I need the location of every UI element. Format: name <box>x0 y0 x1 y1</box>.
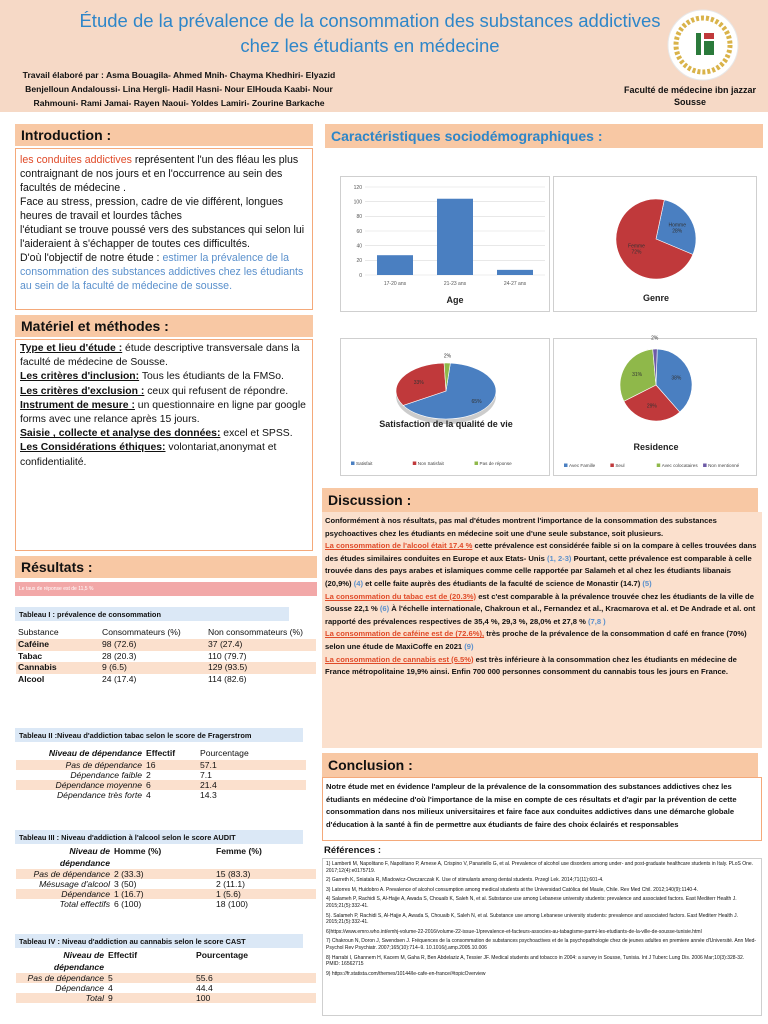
legend-entry: Satisfait <box>356 461 373 466</box>
t1-header: Consommateurs (%) <box>102 627 181 637</box>
table1-caption: Tableau I : prévalence de consommation <box>15 607 289 621</box>
reference-item: 2) Garreth K, Sniatala R, Mladowicz-Owczarczak K. Use of stimulants among dental students. Przegl Lek. 2014;71(11):601-4. <box>326 877 604 884</box>
faculty-logo-icon <box>660 8 746 82</box>
method-item: Saisie , collecte et analyse des données: excel et SPSS. <box>20 428 293 440</box>
intro-objective: estimer la prévalence de la consommation des substances addictives chez les étudiants au sein de la faculté de médecine de sousse. <box>20 252 304 292</box>
y-tick-label: 80 <box>356 214 362 221</box>
y-tick-label: 120 <box>353 184 362 191</box>
legend-swatch <box>351 462 355 466</box>
conclusion-body: Notre étude met en évidence l'ampleur de la prévalence de la consommation des substances addictives chez les étudiants en médecine d'où l'importance de la mise en compte de ces résultats et d'agir par la prévention de cette consommation dans nos milieux universitaires et faire face aux conduites addictives dans une démarche globale d'éducation à la santé à fin de permettre aux étudiants de faire des choix éclairés et responsables <box>322 777 762 841</box>
discussion-heading: Discussion : <box>322 488 758 512</box>
bar <box>377 255 413 275</box>
method-item: Les critères d'inclusion: Tous les étudiants de la FMSo. <box>20 371 284 383</box>
faculty-name: Faculté de médecine ibn jazzar Sousse <box>623 85 757 107</box>
chart-title: Genre <box>642 293 670 303</box>
method-item: Les Considérations éthiques: volontariat,anonymat et confidentialité. <box>20 442 277 468</box>
slice-label: 65% <box>471 399 482 406</box>
methods-body <box>15 339 313 551</box>
table4: Niveau de dépendance Effectif Pourcentage Pas de dépendance 5 55.6 Dépendance 4 44.4 Total 9 100 <box>16 950 316 1003</box>
reference-item: 3) Latorres M, Huidobro A. Prevalence of alcohol consumption among medical students at the Universidad Católica del Maule, Chile. Rev Med Chil. 2012;140(9):1140-4. <box>326 886 699 893</box>
references-heading: Références : <box>324 845 382 856</box>
chart-title: Satisfaction de la qualité de vie <box>379 419 513 429</box>
table3-caption: Tableau III : Niveau d'addiction à l'alcool selon le score AUDIT <box>15 830 303 844</box>
table-row: Pas de dépendance 2 (33.3) 15 (83.3) <box>16 869 316 879</box>
intro-highlight: les conduites addictives <box>20 154 132 166</box>
reference-item: 7) Chakroun N, Doron J, Swendsen J. Fréquences de la consommation de substances psychoactives et de la psychopathologie chez de jeunes adultes en premiere année d'Université. Ann Med-Psychol Rev Psychiatr. 2007;165(10):714–9. 10.1016/j.amp.2005.10.006 <box>326 938 757 951</box>
genre-chart-box <box>553 176 757 312</box>
reference-item: 6)https://www.emro.who.int/emhj-volume-22-2016/volume-22-issue-1/prevalence-et-facteurs-associes-au-tabagisme-parmi-les-etudiants-de-la-ville-de-sousse-tunisie.html <box>326 928 702 935</box>
table-row: Total 9 100 <box>16 993 316 1003</box>
intro-body <box>15 148 313 310</box>
residence-chart <box>554 335 758 477</box>
slice-label: 38% <box>671 375 682 382</box>
slice-label: 2% <box>651 335 659 342</box>
discussion-body: Conformément à nos résultats, pas mal d'études montrent l'importance de la consommation des substances psychoactives chez les étudiants en médecine soit une d'une seule substance, soit plusieurs. La consommation de l'alcool était 17.4 % cette prévalence est considérée faible si on la compare à celles trouvées dans des études similaires conduites en Europe et aux Etats- Unis (1, 2-3) Pourtant, cette prévalence est comparable à celle trouvée dans des pays arabes et islamiques comme celle rapportée par Salameh et al chez les étudiants libanais (20,9%) (4) et celle faite auprès des étudiants de la faculté de science de Monastir (14.7) (5) La consommation du tabac est de (20.3%) est c'est comparable à la prévalence trouvée chez les étudiants de la ville de Sousse 22,1 % (6) À l'échelle internationale, Chakroun et al., Fernandez et al., Kracmarova et al. et De Andrade et al. ont rapporté des prévalences respectives de 35,4 %, 29,3 %, 28,0% et 27,8 % (7,8 ) La consommation de caféine est de (72.6%), très proche de la prévalence de la consommation d café en france (70%) selon une étude de MaxiCoffe en 2021 (9) La consommation de cannabis est (6.5%) est très inférieure à la consommation chez les étudiants en médecine de France métropolitaine 19,9% ainsi. Enfin 700 000 personnes consomment du cannabis tous les jours en France. <box>322 512 762 748</box>
legend-swatch <box>703 464 707 468</box>
legend-entry: Avec colocataires <box>661 463 698 468</box>
table-row: Dépendance très forte 4 14.3 <box>56 790 217 800</box>
table-row: Total effectifs 6 (100) 18 (100) <box>59 899 249 909</box>
intro-p2: Face au stress, pression, cadre de vie différent, longues heures de travail et lourdes tâches <box>20 196 284 222</box>
slice-label: 33% <box>413 380 424 387</box>
table-row: Pas de dépendance 5 55.6 <box>16 973 316 983</box>
slice-label: 28% <box>672 228 683 235</box>
method-item: Les critères d'exclusion : ceux qui refusent de répondre. <box>20 385 289 397</box>
intro-p4: D'où l'objectif de notre étude : <box>20 252 163 264</box>
legend-entry: Pas de réponse <box>479 461 512 466</box>
response-rate: Le taux de réponse est de 11,5 % <box>15 582 317 596</box>
methods-heading: Matériel et méthodes : <box>15 315 313 337</box>
chart-title: Residence <box>633 442 679 452</box>
table-row: Dépendance faible 2 7.1 <box>70 770 212 780</box>
authors: Travail élaboré par : Asma Bouagila- Ahmed Mnih- Chayma Khedhiri- Elyazid Benjelloun Andaloussi- Lina Hergli- Hadil Hasni- Nour ElHouda Kaabi- Nour Rahmouni- Rami Jamai- Rayen Naoui- Yoldes Lamiri- Zourine Barkache <box>22 70 336 108</box>
satisfaction-chart <box>341 339 551 477</box>
legend-swatch <box>610 464 614 468</box>
legend-swatch <box>475 462 479 466</box>
table-row: Dépendance 1 (16.7) 1 (5.6) <box>16 889 316 899</box>
slice-label: 29% <box>646 403 657 410</box>
table-row: Cannabis 9 (6.5) 129 (93.5) <box>16 662 316 674</box>
age-chart-box <box>340 176 550 312</box>
intro-heading: Introduction : <box>15 124 313 146</box>
y-tick-label: 20 <box>356 258 362 265</box>
age-chart <box>341 177 551 313</box>
satisfaction-chart-box <box>340 338 550 476</box>
y-tick-label: 100 <box>353 199 362 206</box>
x-tick-label: 24-27 ans <box>503 281 527 287</box>
table-row: Tabac 28 (20.3) 110 (79.7) <box>18 650 247 661</box>
table4-caption: Tableau IV : Niveau d'addiction au cannabis selon le score CAST <box>15 934 303 948</box>
legend-swatch <box>413 462 417 466</box>
table2: Niveau de dépendance Effectif Pourcentage Pas de dépendance 16 57.1 Dépendance faible 2 7.1 Dépendance moyenne 6 21.4 Dépendance très forte 4 14.3 <box>16 746 306 800</box>
slice-label: 31% <box>632 372 643 379</box>
legend-entry: Avec Famille <box>569 463 596 468</box>
conclusion-heading: Conclusion : <box>322 753 758 777</box>
table-row: Mésusage d'alcool 3 (50) 2 (11.1) <box>39 879 245 889</box>
genre-chart <box>554 177 758 313</box>
legend-entry: Seul <box>615 463 625 468</box>
table3: Niveau de dépendance Homme (%) Femme (%) Pas de dépendance 2 (33.3) 15 (83.3) Mésusage d'alcool 3 (50) 2 (11.1) Dépendance 1 (16.7) 1 (5.6) Total effectifs 6 (100) 18 (100) <box>16 846 316 909</box>
bar <box>497 270 533 275</box>
reference-item: 1) Lamberti M, Napolitano F, Napolitano P, Arnese A, Crispino V, Panariello G, et al. Prevalence of alcohol use disorders among under- and post-graduate healthcare students in Italy. PLoS One. 2017;12(4):e0175719. <box>326 861 754 874</box>
intro-p1: représentent l'un des fléau les plus contraignant de nos jours et en l'occurrence au sein des facultés de médecine . <box>20 154 299 194</box>
slice-label: 2% <box>443 353 452 360</box>
table-row: Pas de dépendance 16 57.1 <box>16 760 306 770</box>
method-item: Instrument de mesure : un questionnaire en ligne par google forms avec une relance après 15 jours. <box>20 399 306 426</box>
reference-item: 9) https://fr.statista.com/themes/10144/le-cafe-en-france/#topicOverview <box>326 970 486 977</box>
slice-label: 72% <box>631 249 642 256</box>
reference-item: 5). Salameh P, Rachidi S, Al-Hajje A, Awada S, Chouaib K, Saleh N, et al. Substance use among Lebanese university students: prevalence and associated factors. East Mediterr Health J. 2015;21(5):332-41. <box>326 912 738 926</box>
reference-item: 4) Salameh P, Rachidi S, Al-Hajje A, Awada S, Chouaib K, Saleh N, et al. Substance use among Lebanese university students: prevalence and associated factors. East Mediterr Health J. 2015;21(5):332-41. <box>326 896 737 909</box>
residence-chart-box <box>553 335 757 476</box>
method-item: Type et lieu d'étude : étude descriptive transversale dans la faculté de médecine de Sousse. <box>20 343 300 369</box>
legend-entry: Non Satisfait <box>417 461 444 466</box>
legend-entry: Non mentionné <box>708 463 740 468</box>
poster-title: Étude de la prévalence de la consommation des substances addictives chez les étudiants en médecine <box>79 10 661 56</box>
y-tick-label: 60 <box>356 228 362 235</box>
table-row: Alcool 24 (17.4) 114 (82.6) <box>18 673 247 684</box>
slice-label: Homme <box>668 222 687 229</box>
legend-swatch <box>564 464 568 468</box>
results-heading: Résultats : <box>15 556 317 578</box>
t1-header: Non consommateurs (%) <box>208 627 304 637</box>
y-tick-label: 40 <box>356 243 362 250</box>
table2-caption: Tableau II :Niveau d'addiction tabac selon le score de Fragerstrom <box>15 728 303 742</box>
table1 <box>16 626 316 685</box>
table-row: Dépendance 4 44.4 <box>55 983 213 993</box>
references-list <box>322 858 762 1016</box>
bar <box>437 199 473 275</box>
x-tick-label: 21-23 ans <box>443 281 467 287</box>
intro-p3: l'étudiant se trouve poussé vers des substances qui selon lui l'aideraient à s'échapper de toutes ces difficultés. <box>20 224 305 250</box>
reference-item: 8) Harrabi I, Ghannem H, Kacem M, Gaha R, Ben Abdelaziz A, Tessier JF. Medical students and tobacco in 2004: a survey in Sousse, Tunisia. Int J Tuberc Lung Dis. 2006 Mar;10(3):328-32. PMID: 16562715 <box>326 954 745 968</box>
socio-heading: Caractéristiques sociodémographiques : <box>325 124 763 148</box>
table-row: Dépendance moyenne 6 21.4 <box>16 780 306 790</box>
table-row: Caféine 98 (72.6) 37 (27.4) <box>16 639 316 651</box>
legend-swatch <box>657 464 661 468</box>
x-tick-label: 17-20 ans <box>383 281 407 287</box>
y-tick-label: 0 <box>359 272 362 279</box>
chart-title: Age <box>446 295 464 305</box>
t1-header: Substance <box>18 627 59 637</box>
slice-label: Femme <box>628 243 645 250</box>
